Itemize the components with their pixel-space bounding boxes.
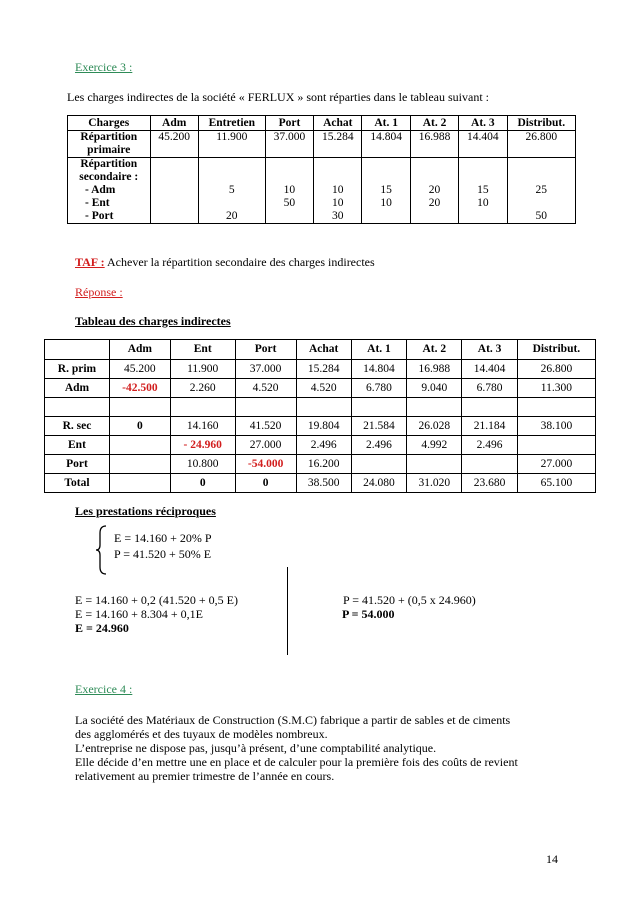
- table-cell: 26.800: [517, 360, 595, 379]
- table-row: [45, 436, 596, 455]
- page-number: 14: [546, 852, 558, 866]
- equation-p: P = 41.520 + 50% E: [114, 547, 212, 561]
- table-cell: [109, 436, 170, 455]
- table-cell: [511, 197, 572, 210]
- cell-at2: [410, 158, 458, 224]
- exercise-4-line: relativement au premier trimestre de l’année en cours.: [75, 769, 335, 783]
- calc-e-line: E = 14.160 + 8.304 + 0,1E: [75, 607, 203, 621]
- cell-at1: [362, 158, 410, 224]
- row-label: Ent: [45, 436, 110, 455]
- vertical-divider: [287, 567, 288, 655]
- cell-achat: [314, 158, 362, 224]
- table-cell: 31.020: [407, 474, 462, 493]
- table-cell: 4.520: [296, 379, 351, 398]
- table-cell: 4.992: [407, 436, 462, 455]
- header-at2: At. 2: [410, 116, 458, 131]
- table-cell: 50: [535, 210, 548, 222]
- equation-e: E = 14.160 + 20% P: [114, 531, 212, 545]
- table-cell: 10: [283, 184, 296, 196]
- table-cell: [462, 210, 503, 223]
- calc-p-line: P = 41.520 + (0,5 x 24.960): [343, 593, 476, 607]
- table-cell: 11.900: [170, 360, 235, 379]
- table-cell: 14.404: [459, 131, 507, 158]
- row-label-line: primaire: [87, 144, 131, 156]
- table-header-row: [68, 116, 576, 131]
- table-cell: [109, 455, 170, 474]
- taf-label: TAF :: [75, 255, 105, 269]
- table-cell: 0: [170, 474, 235, 493]
- header-at3: At. 3: [462, 340, 517, 360]
- table-cell: 2.260: [170, 379, 235, 398]
- row-label-secondaire: [68, 158, 151, 224]
- table-cell: 10.800: [170, 455, 235, 474]
- row-label: Adm: [45, 379, 110, 398]
- header-adm: Adm: [150, 116, 198, 131]
- sub-label-ent: - Ent: [85, 197, 110, 209]
- table-cell: 15.284: [296, 360, 351, 379]
- table-cell: 2.496: [351, 436, 406, 455]
- table-cell: 37.000: [265, 131, 313, 158]
- table-cell: 15: [477, 184, 489, 196]
- table-cell: 10: [332, 184, 344, 196]
- row-label: Total: [45, 474, 110, 493]
- row-label-line: secondaire :: [79, 171, 139, 183]
- table-cell: 10: [477, 197, 489, 209]
- table-cell: 20: [428, 184, 441, 196]
- exercise-4-title: Exercice 4 :: [75, 682, 133, 696]
- sub-label-port: - Port: [85, 210, 114, 222]
- header-distribut: Distribut.: [517, 340, 595, 360]
- table-cell: 41.520: [235, 417, 296, 436]
- calc-p-result: P = 54.000: [342, 607, 395, 621]
- table-cell: -54.000: [235, 455, 296, 474]
- table-cell: - 24.960: [170, 436, 235, 455]
- table-cell: 14.160: [170, 417, 235, 436]
- prestations-title: Les prestations réciproques: [75, 504, 216, 518]
- table-cell: 16.988: [407, 360, 462, 379]
- cell-entretien: [198, 158, 265, 224]
- row-label-primaire: [68, 131, 151, 158]
- taf-text: Achever la répartition secondaire des charges indirectes: [104, 255, 375, 269]
- header-ent: Ent: [170, 340, 235, 360]
- table-cell: 4.520: [235, 379, 296, 398]
- header-port: Port: [265, 116, 313, 131]
- table-cell: 38.500: [296, 474, 351, 493]
- header-at1: At. 1: [351, 340, 406, 360]
- table-cell: 15: [380, 184, 392, 196]
- table-row: [68, 158, 576, 224]
- table-cell: 27.000: [235, 436, 296, 455]
- table-cell: 24.080: [351, 474, 406, 493]
- table-cell: [351, 455, 406, 474]
- table-cell: 2.496: [296, 436, 351, 455]
- table-cell: 27.000: [517, 455, 595, 474]
- calc-e-line: E = 14.160 + 0,2 (41.520 + 0,5 E): [75, 593, 238, 607]
- table-cell: 23.680: [462, 474, 517, 493]
- header-charges: Charges: [68, 116, 151, 131]
- exercise-4-line: La société des Matériaux de Construction (S.M.C) fabrique a partir de sables et de ciments: [75, 713, 511, 727]
- taf-line: [75, 255, 375, 270]
- table-cell: 25: [535, 184, 548, 196]
- header-empty: [45, 340, 110, 360]
- table-cell: 20: [428, 197, 441, 209]
- table-cell: 26.028: [407, 417, 462, 436]
- table-cell: 26.800: [507, 131, 575, 158]
- cell-at3: [459, 158, 507, 224]
- table-cell: [414, 210, 455, 223]
- table-cell: 11.900: [198, 131, 265, 158]
- table-cell: 11.300: [517, 379, 595, 398]
- table-cell: 20: [226, 210, 238, 222]
- cell-port: [265, 158, 313, 224]
- table-row: [45, 455, 596, 474]
- exercise-4-line: L’entreprise ne dispose pas, jusqu’à présent, d’une comptabilité analytique.: [75, 741, 437, 755]
- table-cell: 50: [283, 197, 296, 209]
- table-row: [45, 379, 596, 398]
- table-cell: [202, 197, 262, 210]
- curly-brace-icon: [95, 525, 107, 575]
- row-label-line: Répartition: [80, 158, 138, 170]
- table-cell: [407, 455, 462, 474]
- header-at1: At. 1: [362, 116, 410, 131]
- exercise-4-line: des agglomérés et des tuyaux de modèles nombreux.: [75, 727, 328, 741]
- table-cell: 16.988: [410, 131, 458, 158]
- table-cell: 37.000: [235, 360, 296, 379]
- charges-table: [67, 115, 576, 224]
- table-cell: 21.584: [351, 417, 406, 436]
- table-cell: 14.404: [462, 360, 517, 379]
- table-cell: 6.780: [462, 379, 517, 398]
- header-entretien: Entretien: [198, 116, 265, 131]
- table-cell: 45.200: [150, 131, 198, 158]
- calc-e-result: E = 24.960: [75, 621, 129, 635]
- table-cell: 38.100: [517, 417, 595, 436]
- cell-distribut: [507, 158, 575, 224]
- header-adm: Adm: [109, 340, 170, 360]
- row-label-line: Répartition: [80, 131, 138, 143]
- table-cell: 19.804: [296, 417, 351, 436]
- table-cell: 6.780: [351, 379, 406, 398]
- table-cell: 15.284: [314, 131, 362, 158]
- header-achat: Achat: [314, 116, 362, 131]
- table-cell: 14.804: [362, 131, 410, 158]
- table-cell: 16.200: [296, 455, 351, 474]
- header-port: Port: [235, 340, 296, 360]
- table-row: [68, 131, 576, 158]
- table-cell: 14.804: [351, 360, 406, 379]
- exercise-3-title: Exercice 3 :: [75, 60, 133, 74]
- tableau-title: Tableau des charges indirectes: [75, 314, 231, 328]
- table-cell: 5: [228, 184, 235, 196]
- table-cell: 10: [332, 197, 344, 209]
- table-cell: 0: [235, 474, 296, 493]
- header-at3: At. 3: [459, 116, 507, 131]
- table-cell: 65.100: [517, 474, 595, 493]
- sub-label-adm: - Adm: [85, 184, 116, 196]
- row-label: R. prim: [45, 360, 110, 379]
- cell-adm: [150, 158, 198, 224]
- table-cell: 10: [380, 197, 392, 209]
- table-row: [45, 360, 596, 379]
- table-header-row: [45, 340, 596, 360]
- table-cell: [462, 455, 517, 474]
- header-at2: At. 2: [407, 340, 462, 360]
- table-cell: 21.184: [462, 417, 517, 436]
- table-cell: 45.200: [109, 360, 170, 379]
- table-cell: -42.500: [109, 379, 170, 398]
- table-cell: 30: [332, 210, 344, 222]
- table-cell: [517, 436, 595, 455]
- header-distribut: Distribut.: [507, 116, 575, 131]
- header-achat: Achat: [296, 340, 351, 360]
- table-cell: [365, 210, 406, 223]
- row-label: R. sec: [45, 417, 110, 436]
- table-cell: 9.040: [407, 379, 462, 398]
- indirect-charges-table: [44, 339, 596, 493]
- table-cell: 2.496: [462, 436, 517, 455]
- table-row: [45, 474, 596, 493]
- exercise-4-line: Elle décide d’en mettre une en place et de calculer pour la première fois des coûts de revient: [75, 755, 518, 769]
- table-cell: 0: [109, 417, 170, 436]
- table-spacer-row: [45, 398, 596, 417]
- reponse-label: Réponse :: [75, 285, 123, 299]
- table-cell: [269, 210, 310, 223]
- row-label: Port: [45, 455, 110, 474]
- table-row: [45, 417, 596, 436]
- table-cell: [109, 474, 170, 493]
- exercise-3-intro: Les charges indirectes de la société « FERLUX » sont réparties dans le tableau suivant :: [67, 90, 489, 104]
